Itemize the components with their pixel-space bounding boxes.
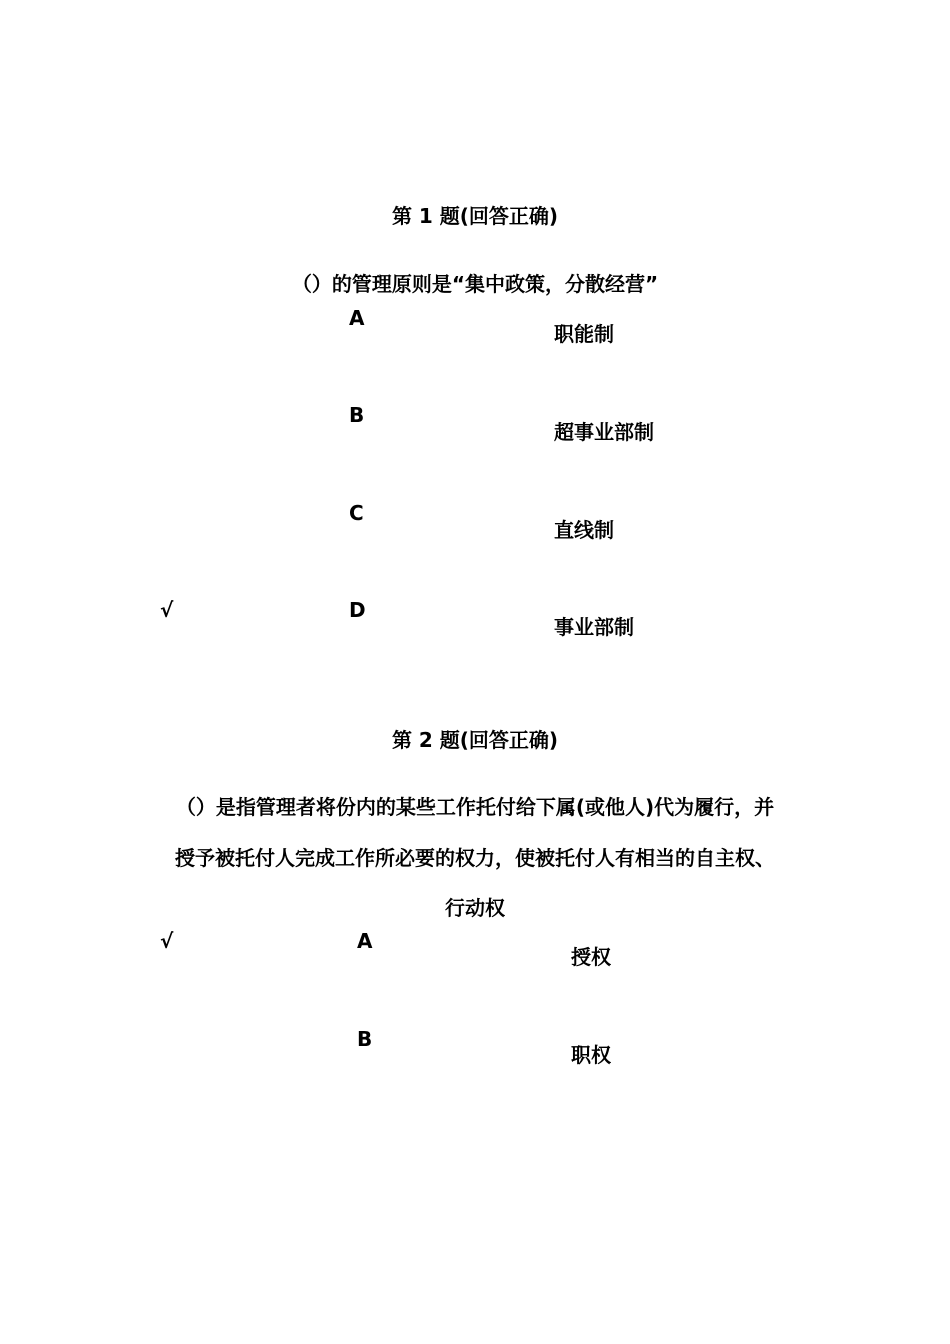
question-text-line-3: 行动权 bbox=[445, 896, 505, 920]
question-title: 第 2 题(回答正确) bbox=[391, 728, 559, 752]
option-letter: A bbox=[357, 929, 373, 953]
option-text: 直线制 bbox=[554, 518, 614, 542]
correct-check-icon: √ bbox=[160, 598, 174, 622]
option-letter: A bbox=[349, 306, 365, 330]
option-text: 超事业部制 bbox=[554, 420, 654, 444]
question-text-line-2: 授予被托付人完成工作所必要的权力，使被托付人有相当的自主权、 bbox=[175, 846, 775, 870]
option-letter: B bbox=[357, 1027, 373, 1051]
option-letter: D bbox=[349, 598, 366, 622]
question-text: （）的管理原则是“集中政策，分散经营” bbox=[291, 272, 659, 296]
option-text: 职权 bbox=[571, 1043, 611, 1067]
option-letter: B bbox=[349, 403, 365, 427]
correct-check-icon: √ bbox=[160, 929, 174, 953]
option-text: 授权 bbox=[571, 945, 611, 969]
option-letter: C bbox=[349, 501, 364, 525]
question-text-line-1: （）是指管理者将份内的某些工作托付给下属(或他人)代为履行，并 bbox=[175, 795, 775, 819]
question-title: 第 1 题(回答正确) bbox=[391, 204, 559, 228]
option-text: 事业部制 bbox=[554, 615, 634, 639]
option-text: 职能制 bbox=[554, 322, 614, 346]
